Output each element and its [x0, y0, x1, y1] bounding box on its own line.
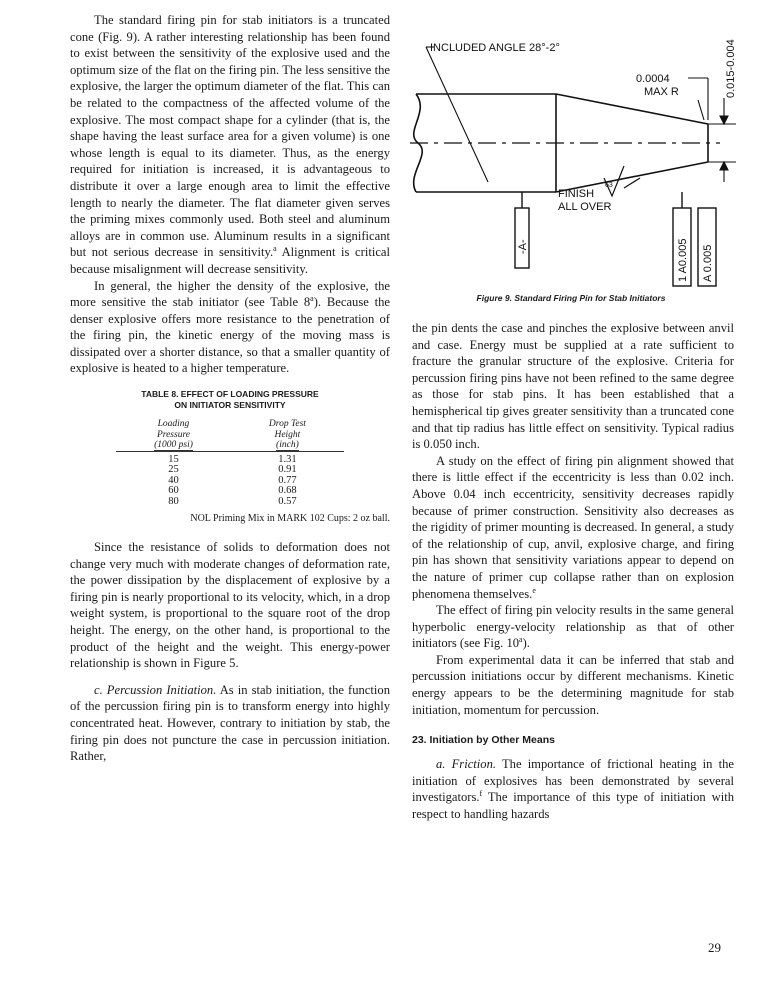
- loading-pressure-table: [116, 419, 344, 507]
- paragraph-energy-power: Since the resistance of solids to deformation does not change very much with moderate changes of deformation rate, the power dissipation by the displacement of explosive by a firing pin is nearly proportional to its velocity, which, in a drop weight system, is proportional to the square root of the drop height. The energy, on the other hand, is proportional to the product of the height and the weight. This energy-power relationship is shown in Figure 5.: [70, 540, 390, 671]
- flat-dimension-label: 0.015-0.004: [725, 39, 737, 98]
- paragraph-percussion: c. Percussion Initiation. As in stab initiation, the function of the percussion firing pin is to transform energy into highly concentrated heat. However, contrary to initiation by stab, the firing pin does not puncture the case in percussion initiation. Rather,: [70, 682, 390, 764]
- table-title: TABLE 8. EFFECT OF LOADING PRESSURE ON INITIATOR SENSITIVITY: [141, 389, 319, 411]
- finish-number: 63: [605, 182, 613, 189]
- paragraph-velocity: The effect of firing pin velocity results in the same general hyperbolic energy-velocity relationship as that of other initiators (see Fig. 10$^a$).: [412, 603, 734, 651]
- paragraph-friction: a. Friction. The importance of frictional heating in the initiation of explosives has been demonstrated by several investigators.$^f$ The importance of this type of initiation with respect to handling hazards: [412, 757, 734, 822]
- radius-label-value: 0.0004: [636, 73, 670, 85]
- table-row: 80 0.57: [168, 495, 297, 507]
- paragraph-percussion-continued: the pin dents the case and pinches the explosive between anvil and case. Energy must be supplied at a rate sufficient to fracture the granular structure of the explosive. Criteria for percussion firing pins have not been refined to the same degree as those for stab pins. It has been established that a hemispherical tip gives greater sensitivity than a truncated cone and that tip radius has little effect on sensitivity. Typical radius is 0.050 inch.: [412, 321, 734, 452]
- finish-label: FINISH: [558, 188, 595, 200]
- radius-leader: [688, 78, 708, 120]
- table-header-height: Drop Test Height (inch): [268, 419, 306, 451]
- paragraph-mechanisms: From experimental data it can be inferred that stab and percussion initiations occur by different mechanisms. Kinetic energy appears to be the determining magnitude for stab initiation, momentum for percussion.: [412, 652, 734, 717]
- table-row: 25 0.91: [168, 464, 297, 476]
- paragraph-alignment: A study on the effect of firing pin alignment showed that there is little effect if the eccentricity is less than 0.02 inch. Above 0.04 inch eccentricity, sensitivity decreases rapidly because of primer construction. Sensitivity also decreases as the rigidity of primer mounting is decreased. In general, a study of the relationship of cup, anvil, explosive charge, and firing pin has shown that sensitivity variations appear to depend on the nature of primer cup collapse rather than on explosion phenomena themselves.$^e$: [412, 453, 734, 601]
- tolerance-label-1: 1 A0.005: [677, 238, 689, 282]
- paragraph-firing-pin-shape: The standard firing pin for stab initiators is a truncated cone (Fig. 9). A rather interesting relationship has been found to exist between the sensitivity of the explosive used and the optimum size of the flat on the firing pin. The less sensitive the explosive, the larger the optimum diameter of the flat. This can be related to the compactness of the affected volume of the explosive. The most compact shape for a cylinder (that is, the shape having the least surface area for a given volume) is one whose length is equal to its diameter. Thus, as the energy required for initiation is increased, it is advantageous to distribute it over a large enough area to limit the effective length to nearly the diameter. The flat diameter given serves the priming mixes commonly used. Both steel and aluminum alloys are in common use. Aluminum results in a significant but not serious decrease in sensitivity.$^a$ Alignment is critical because misalignment will decrease sensitivity.: [70, 13, 390, 276]
- right-column: [412, 320, 734, 823]
- table-row: 60 0.68: [168, 485, 297, 497]
- datum-label: -A-: [517, 239, 529, 254]
- tolerance-label-2: A 0.005: [702, 244, 714, 282]
- angle-callout: [426, 47, 488, 182]
- cone-top-edge: [556, 94, 708, 124]
- left-column: [70, 12, 390, 765]
- flat-dimension: [708, 98, 736, 182]
- angle-label: INCLUDED ANGLE 28°-2°: [430, 42, 560, 54]
- figure-caption: Figure 9. Standard Firing Pin for Stab Initiators: [476, 293, 666, 303]
- paragraph-density: In general, the higher the density of the explosive, the more sensitive the stab initiator (see Table 8$^a$). Because the denser explosive offers more resistance to the penetration of the firing pin, the kinetic energy of the moving mass is dissipated over a shorter distance, so that a smaller quantity of explosive is heated to a higher temperature.: [70, 278, 391, 376]
- table-note: NOL Priming Mix in MARK 102 Cups: 2 oz ball.: [190, 513, 390, 525]
- firing-pin-drawing: [408, 2, 738, 290]
- table-header-pressure: Loading Pressure (1000 psi): [154, 419, 193, 451]
- radius-label-max: MAX R: [644, 86, 679, 98]
- finish-label-2: ALL OVER: [558, 201, 612, 213]
- page-number: 29: [708, 940, 721, 955]
- datum-box: [515, 192, 529, 268]
- section-heading: 23. Initiation by Other Means: [412, 734, 555, 747]
- table-row: 40 0.77: [168, 474, 297, 486]
- table-row: 15 1.31: [116, 451, 344, 465]
